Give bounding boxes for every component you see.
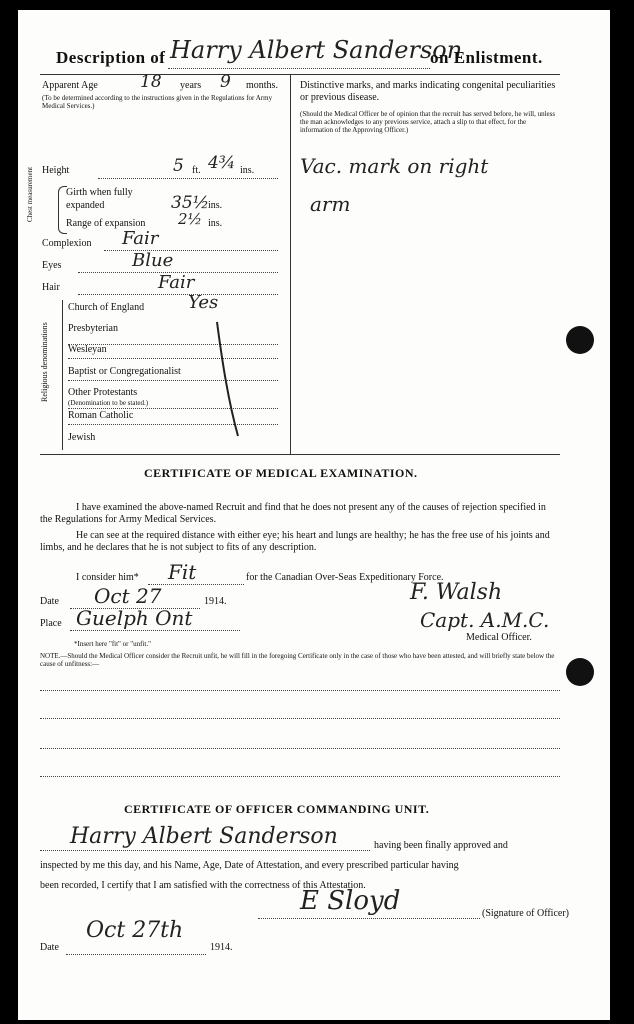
church-value: Yes: [188, 292, 219, 313]
range-value: 2½: [178, 210, 203, 228]
officer-recruit-name: Harry Albert Sanderson: [70, 824, 338, 849]
baptist-label: Baptist or Congregationalist: [68, 366, 181, 377]
officer-date-label: Date: [40, 942, 59, 953]
recruit-name: Harry Albert Sanderson: [170, 36, 463, 64]
section-rule: [40, 454, 560, 455]
complexion-value: Fair: [122, 228, 159, 249]
chest-label: Chest measurement: [26, 166, 34, 222]
other-protestants-label: Other Protestants: [68, 387, 138, 398]
eyes-value: Blue: [132, 250, 174, 271]
years-label: years: [180, 80, 202, 91]
medical-year: 1914.: [204, 596, 227, 607]
insert-note: *Insert here "fit" or "unfit.": [74, 640, 151, 648]
officer-line1-tail: having been finally approved and: [374, 840, 508, 851]
place-label: Place: [40, 618, 62, 629]
officer-year: 1914.: [210, 942, 233, 953]
officer-signature-label: (Signature of Officer): [482, 908, 570, 919]
officer-line3: been recorded, I certify that I am satisfied with the correctness of this Attestation.: [40, 880, 366, 891]
medical-date-label: Date: [40, 596, 59, 607]
hair-label: Hair: [42, 282, 60, 293]
eyes-label: Eyes: [42, 260, 62, 271]
fit-value: Fit: [168, 560, 197, 584]
months-label: months.: [246, 80, 278, 91]
complexion-label: Complexion: [42, 238, 92, 249]
height-ft: 5: [173, 156, 184, 176]
wesleyan-label: Wesleyan: [68, 344, 107, 355]
officer-heading: CERTIFICATE OF OFFICER COMMANDING UNIT.: [124, 802, 430, 816]
medical-officer-label: Medical Officer.: [466, 632, 532, 643]
medical-heading: CERTIFICATE OF MEDICAL EXAMINATION.: [144, 466, 418, 480]
distinctive-mark-line1: Vac. mark on right: [300, 154, 489, 178]
age-months: 9: [220, 72, 231, 92]
age-years: 18: [140, 72, 162, 92]
ins-label: ins.: [240, 165, 255, 176]
range-ins: ins.: [208, 218, 223, 229]
apparent-age-label: Apparent Age: [42, 80, 98, 91]
consider-label: I consider him*: [76, 572, 139, 583]
unfit-note: NOTE.—Should the Medical Officer consider the Recruit unfit, he will fill in the foregoing Certificate only in the case of those who have been attested, and will briefly state below the cause of unfitness:—: [40, 652, 555, 668]
hair-value: Fair: [158, 272, 195, 293]
presbyterian-label: Presbyterian: [68, 323, 118, 334]
force-label: for the Canadian Over-Seas Expeditionary Force.: [246, 572, 444, 583]
punch-hole-bottom: [566, 658, 594, 686]
place-value: Guelph Ont: [76, 606, 193, 630]
distinctive-marks-heading: Distinctive marks, and marks indicating congenital peculiarities or previous disease.: [300, 80, 556, 103]
girth-value: 35½: [171, 193, 210, 213]
height-ins: 4¾: [208, 153, 236, 173]
column-divider: [290, 74, 291, 454]
enlistment-form-page: [18, 10, 610, 1020]
religion-label: Religious denominations: [40, 322, 49, 402]
medical-para2: He can see at the required distance with either eye; his heart and lungs are healthy; he has the free use of his joints and limbs, and he declares that he is not subject to fits of any description.: [40, 530, 550, 553]
medical-date-value: Oct 27: [94, 584, 162, 608]
distinctive-mark-line2: arm: [310, 192, 351, 216]
range-label: Range of expansion: [66, 218, 146, 229]
height-label: Height: [42, 165, 70, 176]
medical-officer-rank: Capt. A.M.C.: [420, 608, 550, 632]
title-suffix: on Enlistment.: [430, 48, 543, 67]
medical-officer-signature: F. Walsh: [410, 580, 503, 605]
church-of-england-label: Church of England: [68, 302, 145, 313]
girth-label: Girth when fully expanded: [66, 187, 133, 211]
officer-line2: inspected by me this day, and his Name, Age, Date of Attestation, and every prescribed particular having: [40, 860, 459, 871]
girth-ins: ins.: [208, 200, 223, 211]
officer-date-value: Oct 27th: [86, 918, 184, 943]
top-rule: [40, 74, 560, 75]
religion-brace: [62, 300, 63, 450]
distinctive-marks-note: (Should the Medical Officer be of opinion that the recruit has served before, he will, unless the man acknowledges to any previous service, attach a slip to that effect, for the information of the Approving Officer.): [300, 110, 556, 134]
title-prefix: Description of: [56, 48, 166, 67]
punch-hole-top: [566, 326, 594, 354]
ft-label: ft.: [192, 165, 201, 176]
roman-catholic-label: Roman Catholic: [68, 410, 134, 421]
officer-signature: E Sloyd: [300, 886, 401, 916]
other-note: (Denomination to be stated.): [68, 399, 149, 407]
religion-strike-line: [214, 320, 244, 440]
age-note: (To be determined according to the instructions given in the Regulations for Army Medical Services.): [42, 94, 273, 110]
medical-para1: I have examined the above-named Recruit and find that he does not present any of the causes of rejection specified in the Regulations for Army Medical Services.: [40, 502, 546, 525]
jewish-label: Jewish: [68, 432, 96, 443]
